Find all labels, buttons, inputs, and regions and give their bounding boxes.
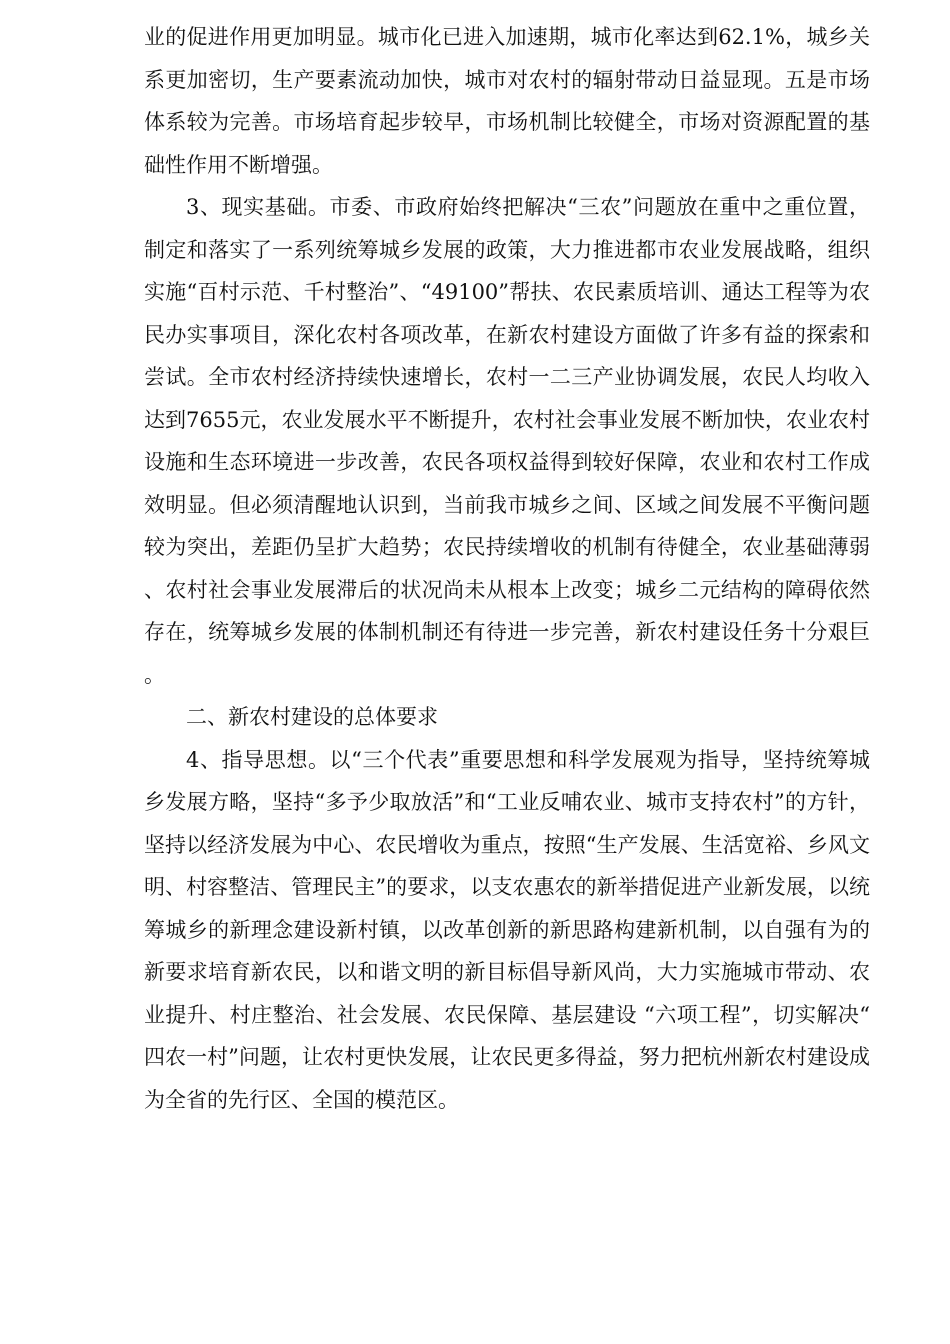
paragraph-guiding-ideology: 4、指导思想。以“三个代表”重要思想和科学发展观为指导，坚持统筹城乡发展方略，坚持“多予少取放活”和“工业反哺农业、城市支持农村”的方针，坚持以经济发展为中心、农民增收为重点，按照“生产发展、生活宽裕、乡风文明、村容整洁、管理民主”的要求，以支农惠农的新举措促进产业新发展，以统筹城乡的新理念建设新村镇，以改革创新的新思路构建新机制，以自强有为的新要求培育新农民，以和谐文明的新目标倡导新风尚，大力实施城市带动、农业提升、村庄整治、社会发展、农民保障、基层建设 “六项工程”，切实解决“四农一村”问题，让农村更快发展，让农民更多得益，努力把杭州新农村建设成为全省的先行区、全国的模范区。 [144,747,870,1112]
section-heading-overall-requirements: 二、新农村建设的总体要求 [186,705,438,729]
paragraph-urbanization-market: 业的促进作用更加明显。城市化已进入加速期，城市化率达到62.1%，城乡关系更加密切，生产要素流动加快，城市对农村的辐射带动日益显现。五是市场体系较为完善。市场培育起步较早，市场机制比较健全，市场对资源配置的基础性作用不断增强。 [144,25,870,177]
document-body [144,16,870,1121]
paragraph-realistic-foundation: 3、现实基础。市委、市政府始终把解决“三农”问题放在重中之重位置，制定和落实了一系列统筹城乡发展的政策，大力推进都市农业发展战略，组织实施“百村示范、千村整治”、“49100”帮扶、农民素质培训、通达工程等为农民办实事项目，深化农村各项改革，在新农村建设方面做了许多有益的探索和尝试。全市农村经济持续快速增长，农村一二三产业协调发展，农民人均收入达到7655元，农业发展水平不断提升，农村社会事业发展不断加快，农业农村设施和生态环境进一步改善，农民各项权益得到较好保障，农业和农村工作成效明显。但必须清醒地认识到，当前我市城乡之间、区域之间发展不平衡问题较为突出，差距仍呈扩大趋势；农民持续增收的机制有待健全，农业基础薄弱、农村社会事业发展滞后的状况尚未从根本上改变；城乡二元结构的障碍依然存在，统筹城乡发展的体制机制还有待进一步完善，新农村建设任务十分艰巨。 [144,195,870,687]
